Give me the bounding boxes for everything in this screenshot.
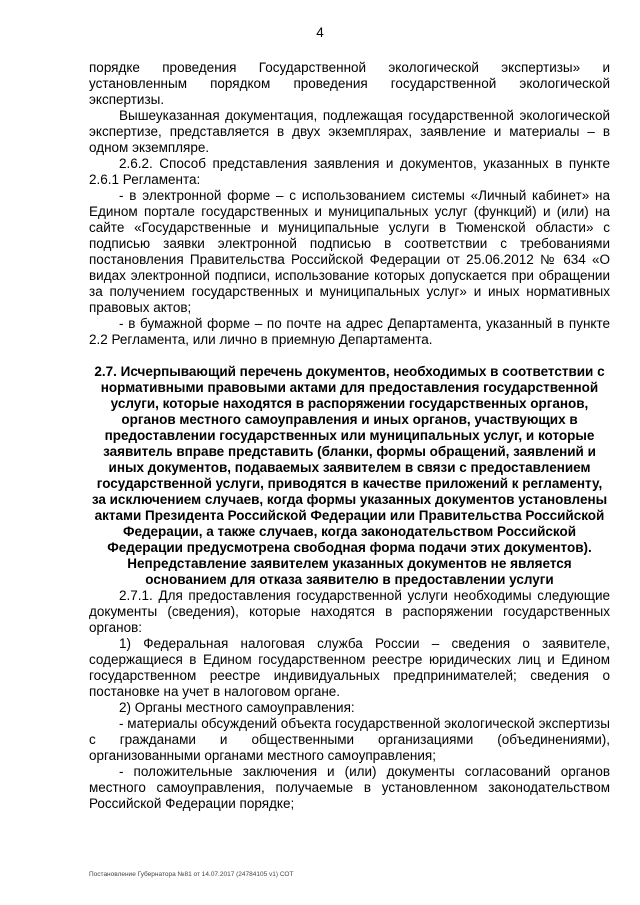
document-body (89, 60, 610, 812)
paragraph: - материалы обсуждений объекта государственной экологической экспертизы с гражданами и общественными организациями (объединениями), организованными органами местного самоуправления; (89, 716, 610, 763)
paragraph: - положительные заключения и (или) документы согласований органов местного самоуправления, получаемые в установленном законодательством Российской Федерации порядке; (89, 764, 610, 811)
document-footer: Постановление Губернатора №81 от 14.07.2017 (24784105 v1) СОТ (89, 871, 294, 878)
paragraph: 1) Федеральная налоговая служба России – сведения о заявителе, содержащиеся в Едином государственном реестре юридических лиц и Едином государственном реестре индивидуальных предпринимателей; сведения о постановке на учет в налоговом органе. (89, 636, 610, 699)
paragraph: 2.7.1. Для предоставления государственной услуги необходимы следующие документы (сведения), которые находятся в распоряжении государственных органов: (89, 588, 610, 635)
page-number: 4 (316, 25, 324, 40)
paragraph: - в бумажной форме – по почте на адрес Департамента, указанный в пункте 2.2 Регламента, или лично в приемную Департамента. (89, 316, 610, 347)
paragraph: порядке проведения Государственной экологической экспертизы» и установленным порядком проведения государственной экологической экспертизы. (89, 60, 610, 107)
paragraph: - в электронной форме – с использованием системы «Личный кабинет» на Едином портале государственных и муниципальных услуг (функций) и (или) на сайте «Государственные и муниципальные услуги в Тюменской области» с подписью заявки электронной подписью в соответствии с требованиями постановления Правительства Российской Федерации от 25.06.2012 № 634 «О видах электронной подписи, использование которых допускается при обращении за получением государственных и муниципальных услуг» и иных нормативных правовых актов; (89, 188, 610, 315)
paragraph: 2) Органы местного самоуправления: (119, 700, 355, 715)
paragraph: 2.6.2. Способ представления заявления и документов, указанных в пункте 2.6.1 Регламента: (89, 156, 610, 187)
paragraph: Вышеуказанная документация, подлежащая государственной экологической экспертизе, представляется в двух экземплярах, заявление и материалы – в одном экземпляре. (89, 108, 610, 155)
section-heading: 2.7. Исчерпывающий перечень документов, необходимых в соответствии с нормативными правовыми актами для предоставления государственной услуги, которые находятся в распоряжении государственных органов, органов местного самоуправления и иных органов, участвующих в предоставлении государственных или муниципальных услуг, и которые заявитель вправе представить (бланки, формы обращений, заявлений и иных документов, подаваемых заявителем в связи с предоставлением государственной услуги, приводятся в качестве приложений к регламенту, за исключением случаев, когда формы указанных документов установлены актами Президента Российской Федерации или Правительства Российской Федерации, а также случаев, когда законодательством Российской Федерации предусмотрена свободная форма подачи этих документов). Непредставление заявителем указанных документов не является основанием для отказа заявителю в предоставлении услуги (91, 364, 608, 587)
